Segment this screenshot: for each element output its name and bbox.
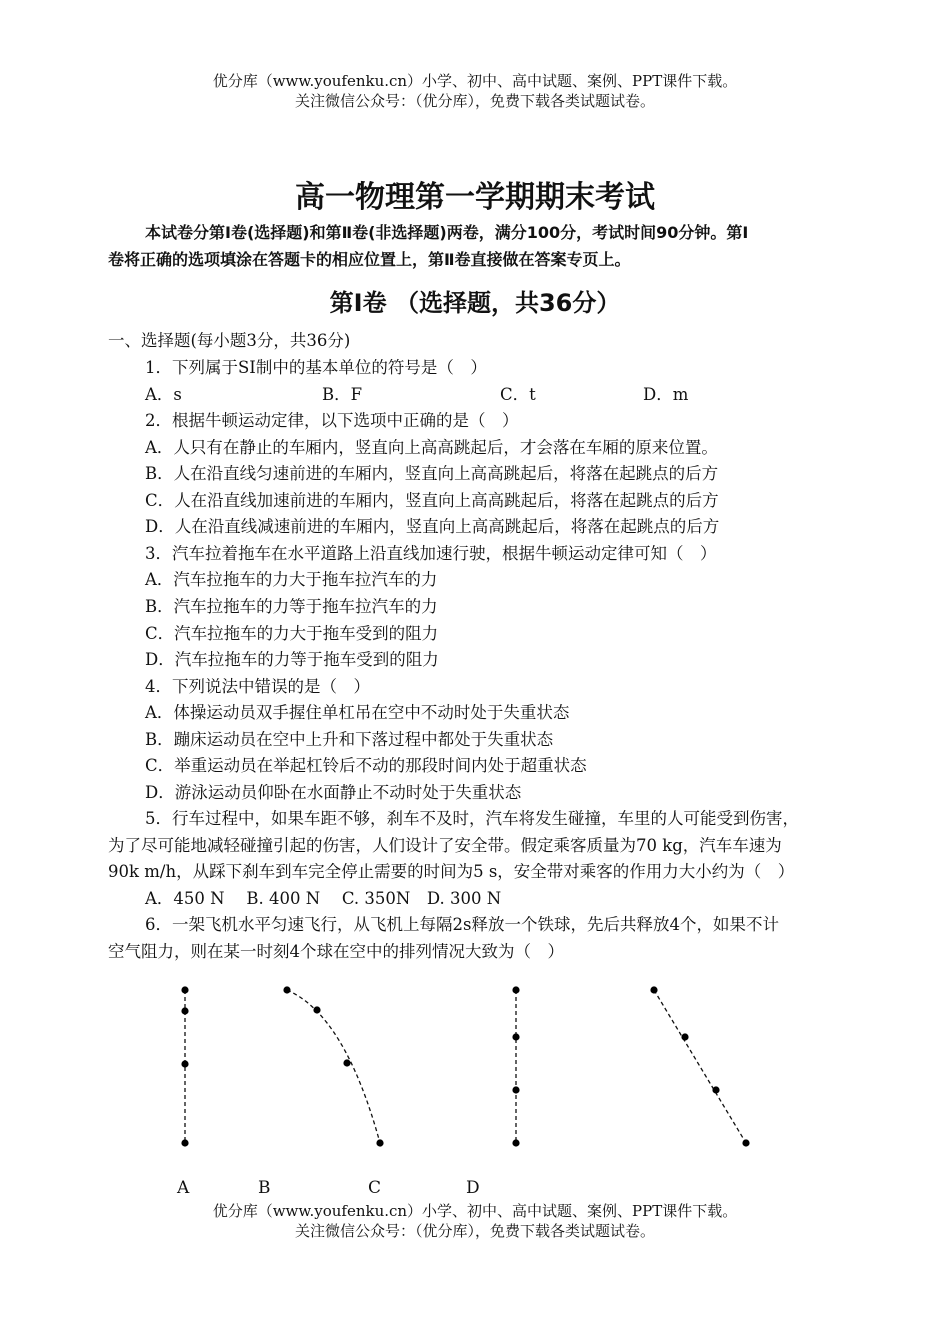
fig-d-ball-2: [681, 1033, 688, 1040]
q2-stem: 2．根据牛顿运动定律，以下选项中正确的是（ ）: [145, 411, 519, 430]
fig-c-ball-4: [512, 1139, 519, 1146]
q6-label-c: C: [368, 1178, 382, 1198]
fig-d-ball-1: [650, 986, 657, 993]
fig-c-ball-1: [512, 986, 519, 993]
q4-option-d: D．游泳运动员仰卧在水面静止不动时处于失重状态: [145, 783, 522, 802]
fig-d-ball-3: [712, 1086, 719, 1093]
intro-line-2: 卷将正确的选项填涂在答题卡的相应位置上，第Ⅱ卷直接做在答案专页上。: [108, 250, 631, 269]
q5-line-1: 5．行车过程中，如果车距不够，刹车不及时，汽车将发生碰撞，车里的人可能受到伤害，: [145, 809, 799, 828]
q2-option-d: D．人在沿直线减速前进的车厢内，竖直向上高高跳起后，将落在起跳点的后方: [145, 517, 720, 536]
q3-option-a: A．汽车拉拖车的力大于拖车拉汽车的力: [145, 570, 438, 589]
fig-a-ball-3: [181, 1060, 188, 1067]
q2-option-a: A．人只有在静止的车厢内，竖直向上高高跳起后，才会落在车厢的原来位置。: [145, 438, 718, 457]
q1-stem: 1．下列属于SI制中的基本单位的符号是（ ）: [145, 358, 487, 377]
fig-b-ball-1: [283, 986, 290, 993]
footer-watermark-line-1: 优分库（www.youfenku.cn）小学、初中、高中试题、案例、PPT课件下载。: [212, 1202, 738, 1220]
fig-b-path: [287, 990, 380, 1143]
q1-option-a: A．s: [145, 385, 182, 404]
q6-line-2: 空气阻力，则在某一时刻4个球在空中的排列情况大致为（ ）: [108, 942, 564, 961]
fig-d-ball-4: [742, 1139, 749, 1146]
q3-stem: 3．汽车拉着拖车在水平道路上沿直线加速行驶，根据牛顿运动定律可知（ ）: [145, 544, 717, 563]
intro-line-1: 本试卷分第Ⅰ卷(选择题)和第Ⅱ卷(非选择题)两卷，满分100分，考试时间90分钟。第Ⅰ: [145, 223, 749, 242]
q3-option-c: C．汽车拉拖车的力大于拖车受到的阻力: [145, 624, 439, 643]
q6-line-1: 6．一架飞机水平匀速飞行，从飞机上每隔2s释放一个铁球，先后共释放4个，如果不计: [145, 915, 779, 934]
fig-b-ball-3: [343, 1059, 350, 1066]
exam-title: 高一物理第一学期期末考试: [295, 180, 655, 215]
q5-line-2: 为了尽可能地减轻碰撞引起的伤害，人们设计了安全带。假定乘客质量为70 kg，汽车车速为: [108, 836, 782, 855]
q1-option-c: C．t: [500, 385, 536, 404]
watermark-line-1: 优分库（www.youfenku.cn）小学、初中、高中试题、案例、PPT课件下载。: [212, 72, 738, 90]
q6-label-d: D: [466, 1178, 480, 1198]
section-title: 一、选择题(每小题3分，共36分): [108, 331, 351, 350]
fig-a-ball-1: [181, 986, 188, 993]
q2-option-c: C．人在沿直线加速前进的车厢内，竖直向上高高跳起后，将落在起跳点的后方: [145, 491, 719, 510]
fig-a-ball-2: [181, 1007, 188, 1014]
watermark-line-2: 关注微信公众号：（优分库），免费下载各类试题试卷。: [294, 92, 655, 110]
q4-option-a: A．体操运动员双手握住单杠吊在空中不动时处于失重状态: [145, 703, 570, 722]
fig-c-ball-2: [512, 1033, 519, 1040]
fig-a-ball-4: [181, 1139, 188, 1146]
q6-label-b: B: [258, 1178, 271, 1198]
fig-b-ball-4: [376, 1139, 383, 1146]
q3-option-b: B．汽车拉拖车的力等于拖车拉汽车的力: [145, 597, 438, 616]
q1-option-d: D．m: [643, 385, 689, 404]
q3-option-d: D．汽车拉拖车的力等于拖车受到的阻力: [145, 650, 439, 669]
q4-option-c: C．举重运动员在举起杠铃后不动的那段时间内处于超重状态: [145, 756, 587, 775]
fig-b-ball-2: [313, 1006, 320, 1013]
q4-option-b: B．蹦床运动员在空中上升和下落过程中都处于失重状态: [145, 730, 554, 749]
q4-stem: 4．下列说法中错误的是（ ）: [145, 677, 370, 696]
q5-options: A．450 N B. 400 N C. 350N D. 300 N: [145, 889, 502, 908]
fig-c-ball-3: [512, 1086, 519, 1093]
q6-label-a: A: [177, 1178, 190, 1198]
footer-watermark-line-2: 关注微信公众号：（优分库），免费下载各类试题试卷。: [294, 1222, 655, 1240]
q2-option-b: B．人在沿直线匀速前进的车厢内，竖直向上高高跳起后，将落在起跳点的后方: [145, 464, 719, 483]
fig-d-path: [654, 990, 746, 1143]
q5-line-3: 90k m/h，从踩下刹车到车完全停止需要的时间为5 s，安全带对乘客的作用力大小约为（ ）: [108, 862, 795, 881]
part-title: 第Ⅰ卷 （选择题，共36分）: [329, 289, 621, 317]
q1-option-b: B．F: [322, 385, 363, 404]
